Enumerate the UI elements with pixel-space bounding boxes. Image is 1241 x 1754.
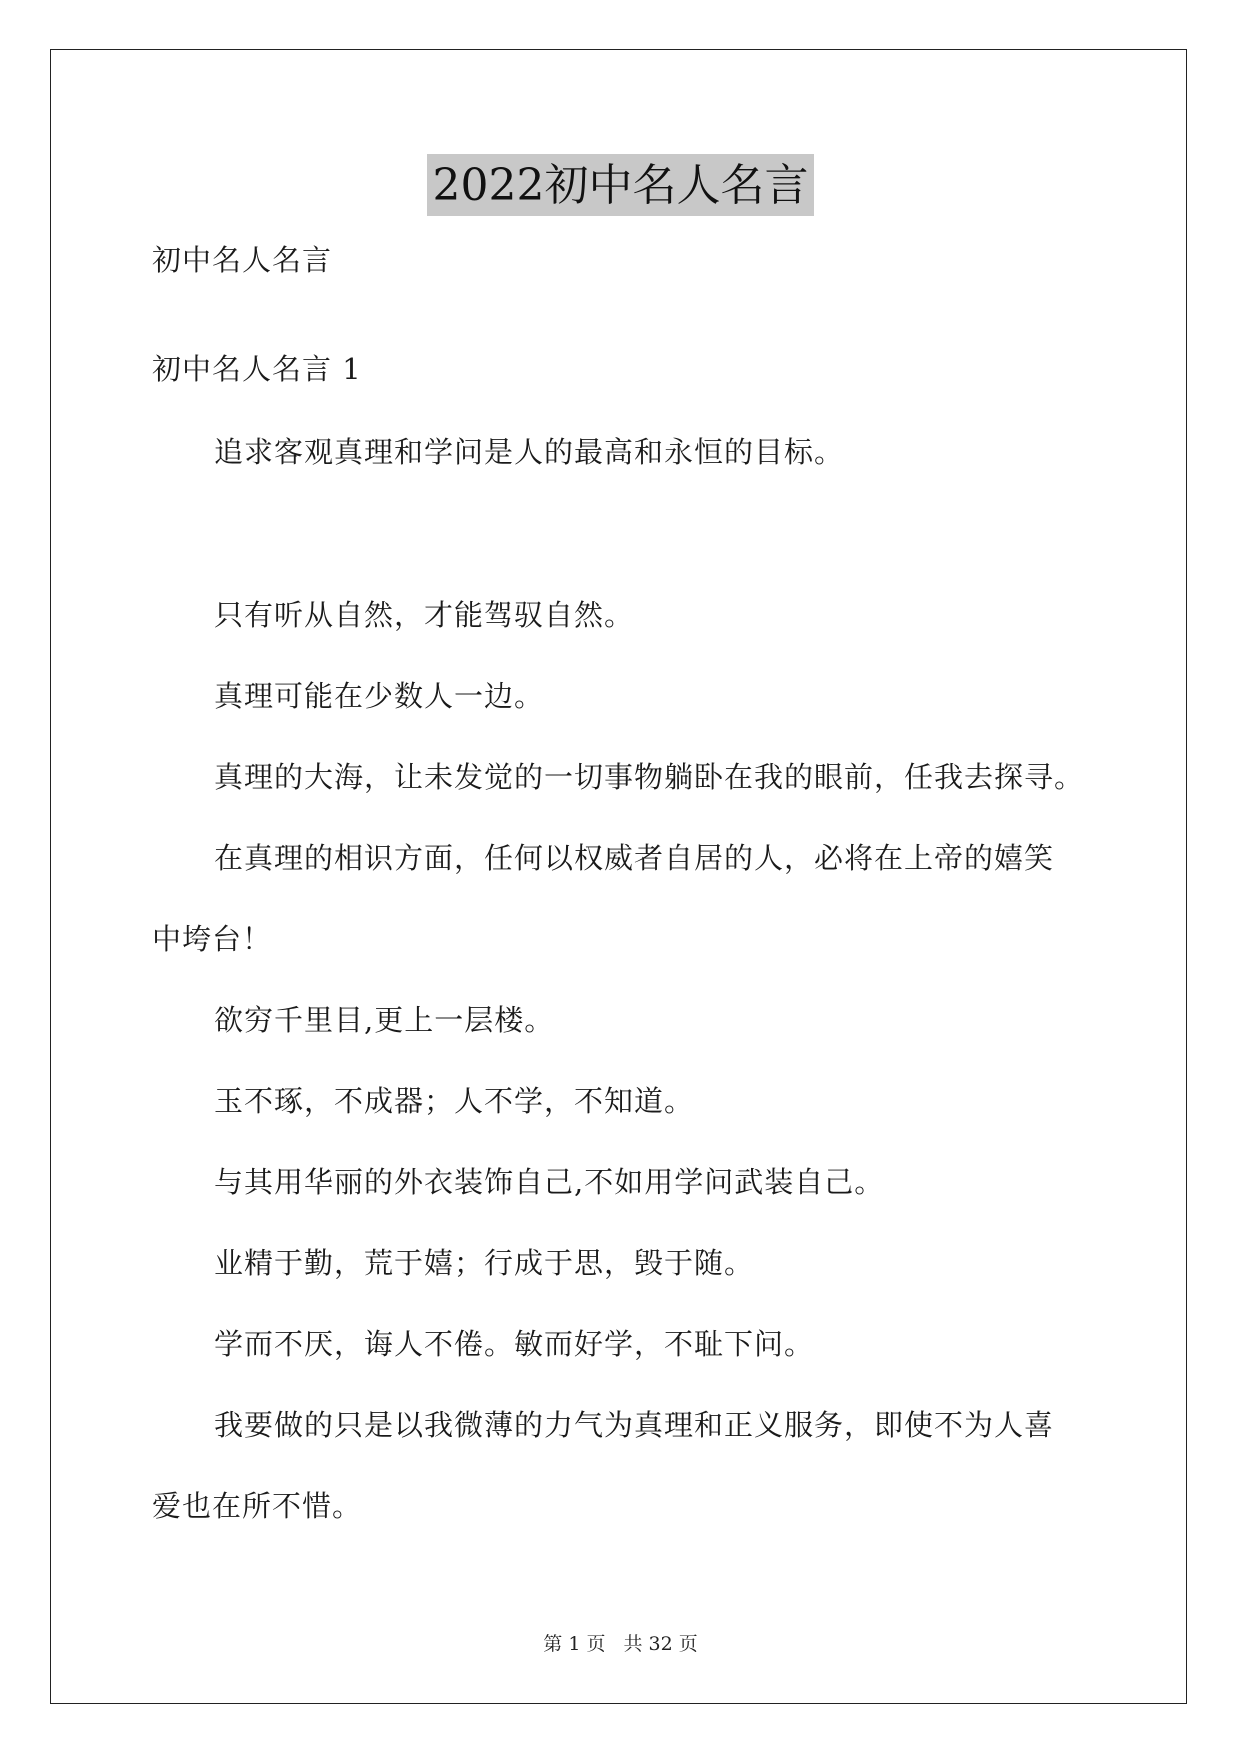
quote-line: 真理可能在少数人一边。 xyxy=(214,679,545,713)
quote-line: 在真理的相识方面，任何以权威者自居的人，必将在上帝的嬉笑 xyxy=(214,841,1055,875)
quote-line-continuation: 爱也在所不惜。 xyxy=(152,1489,363,1523)
quote-line: 追求客观真理和学问是人的最高和永恒的目标。 xyxy=(214,435,845,469)
document-title: 2022初中名人名言 xyxy=(427,154,815,216)
section-subheading: 初中名人名言 1 xyxy=(152,352,362,386)
quote-line: 业精于勤，荒于嬉；行成于思，毁于随。 xyxy=(214,1246,755,1280)
page-total: 共 32 页 xyxy=(623,1633,698,1655)
quote-line: 欲穷千里目,更上一层楼。 xyxy=(214,1003,555,1037)
quote-line: 我要做的只是以我微薄的力气为真理和正义服务，即使不为人喜 xyxy=(214,1408,1055,1442)
page-number: 第 1 页 xyxy=(543,1633,606,1655)
quote-line: 与其用华丽的外衣装饰自己,不如用学问武装自己。 xyxy=(214,1165,885,1199)
quote-line-continuation: 中垮台！ xyxy=(152,922,273,956)
title-container xyxy=(0,154,1241,216)
quote-line: 只有听从自然，才能驾驭自然。 xyxy=(214,598,635,632)
section-heading: 初中名人名言 xyxy=(152,243,333,277)
page-footer xyxy=(0,1632,1241,1656)
quote-line: 真理的大海，让未发觉的一切事物躺卧在我的眼前，任我去探寻。 xyxy=(214,760,1085,794)
quote-line: 学而不厌，诲人不倦。敏而好学，不耻下问。 xyxy=(214,1327,815,1361)
quote-line: 玉不琢，不成器；人不学，不知道。 xyxy=(214,1084,695,1118)
